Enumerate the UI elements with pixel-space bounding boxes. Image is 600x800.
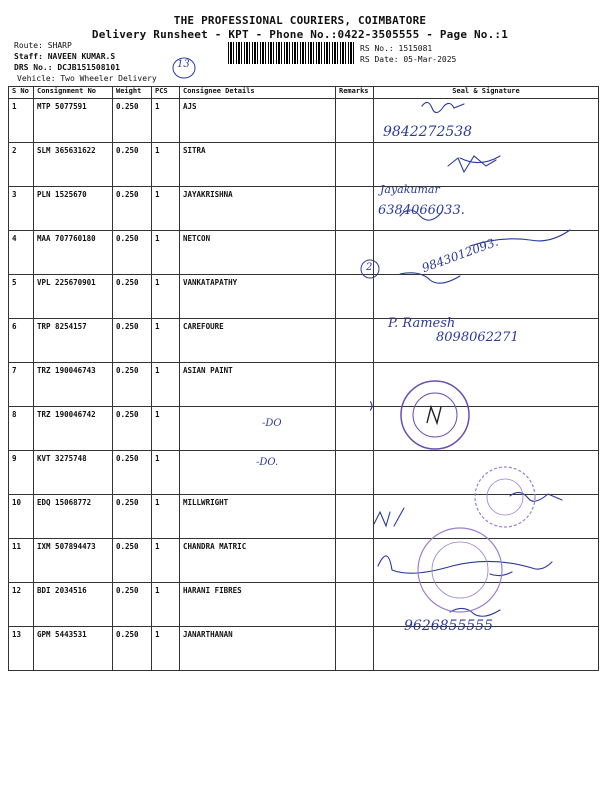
cell-weight: 0.250 <box>113 407 152 451</box>
cell-weight: 0.250 <box>113 187 152 231</box>
cell-consignment: KVT 3275748 <box>34 451 113 495</box>
cell-weight: 0.250 <box>113 539 152 583</box>
cell-sno: 10 <box>9 495 34 539</box>
cell-remarks <box>336 495 374 539</box>
cell-weight: 0.250 <box>113 231 152 275</box>
cell-weight: 0.250 <box>113 583 152 627</box>
cell-sno: 12 <box>9 583 34 627</box>
staff-label: Staff: <box>14 52 43 61</box>
rs-date: RS Date: 05-Mar-2025 <box>360 55 457 64</box>
col-consignee: Consignee Details <box>180 87 336 99</box>
cell-weight: 0.250 <box>113 495 152 539</box>
drs-line <box>14 63 120 72</box>
col-sno: S No <box>9 87 34 99</box>
cell-sno: 6 <box>9 319 34 363</box>
cell-weight: 0.250 <box>113 275 152 319</box>
cell-remarks <box>336 539 374 583</box>
cell-consignee: CAREFOURE <box>180 319 336 363</box>
cell-remarks <box>336 451 374 495</box>
cell-consignment: IXM 507894473 <box>34 539 113 583</box>
drs-number: DCJB151508101 <box>57 63 120 72</box>
cell-sno: 2 <box>9 143 34 187</box>
cell-consignment: BDI 2034516 <box>34 583 113 627</box>
cell-sno: 13 <box>9 627 34 671</box>
cell-sno: 4 <box>9 231 34 275</box>
cell-consignment: TRZ 190046742 <box>34 407 113 451</box>
row8-ditto: -DO <box>262 418 282 429</box>
row1-phone: 9842272538 <box>383 124 473 140</box>
cell-consignee: CHANDRA MATRIC <box>180 539 336 583</box>
cell-remarks <box>336 275 374 319</box>
cell-consignee: VANKATAPATHY <box>180 275 336 319</box>
row5-circle-text: 2 <box>366 262 373 273</box>
company-seal-stamp <box>395 375 475 455</box>
cell-pcs: 1 <box>152 231 180 275</box>
cell-weight: 0.250 <box>113 319 152 363</box>
cell-weight: 0.250 <box>113 627 152 671</box>
cell-weight: 0.250 <box>113 363 152 407</box>
drs-label: DRS No.: <box>14 63 53 72</box>
col-seal-signature: Seal & Signature <box>374 87 599 99</box>
cell-sno: 5 <box>9 275 34 319</box>
cell-consignee: SITRA <box>180 143 336 187</box>
row6-name: P. Ramesh <box>388 316 456 331</box>
cell-consignee: HARANI FIBRES <box>180 583 336 627</box>
cell-sno: 1 <box>9 99 34 143</box>
col-remarks: Remarks <box>336 87 374 99</box>
row9-ditto: -DO. <box>256 457 279 468</box>
cell-remarks <box>336 143 374 187</box>
cell-consignment: TRZ 190046743 <box>34 363 113 407</box>
cell-weight: 0.250 <box>113 99 152 143</box>
vehicle-text: Vehicle: Two Wheeler Delivery <box>17 74 157 83</box>
row5-phone: 9843012093. <box>420 234 501 276</box>
cell-pcs: 1 <box>152 451 180 495</box>
cell-remarks <box>336 627 374 671</box>
cell-weight: 0.250 <box>113 143 152 187</box>
cell-consignee: MILLWRIGHT <box>180 495 336 539</box>
staff-name: NAVEEN KUMAR.S <box>47 52 116 61</box>
runsheet-subtitle: Delivery Runsheet - KPT - Phone No.:0422-3505555 - Page No.:1 <box>91 28 509 41</box>
cell-consignment: PLN 1525670 <box>34 187 113 231</box>
cell-pcs: 1 <box>152 363 180 407</box>
staff-line <box>14 52 115 61</box>
cell-weight: 0.250 <box>113 451 152 495</box>
cell-sno: 8 <box>9 407 34 451</box>
cell-consignment: GPM 5443531 <box>34 627 113 671</box>
row6-phone: 8098062271 <box>436 330 519 345</box>
cell-consignee <box>180 407 336 451</box>
cell-pcs: 1 <box>152 275 180 319</box>
cell-pcs: 1 <box>152 187 180 231</box>
cell-pcs: 1 <box>152 319 180 363</box>
cell-consignee: JAYAKRISHNA <box>180 187 336 231</box>
cell-remarks <box>336 583 374 627</box>
cell-consignment: VPL 225670901 <box>34 275 113 319</box>
cell-remarks <box>336 99 374 143</box>
cell-pcs: 1 <box>152 495 180 539</box>
page-mark-text: 13 <box>177 59 190 70</box>
barcode <box>228 42 354 64</box>
cell-remarks <box>336 363 374 407</box>
col-weight: Weight <box>113 87 152 99</box>
cell-pcs: 1 <box>152 627 180 671</box>
cell-pcs: 1 <box>152 583 180 627</box>
cell-consignee: AJS <box>180 99 336 143</box>
col-consignment: Consignment No <box>34 87 113 99</box>
cell-consignment: MTP 5077591 <box>34 99 113 143</box>
cell-consignee: ASIAN PAINT <box>180 363 336 407</box>
cell-consignee: JANARTHANAN <box>180 627 336 671</box>
cell-pcs: 1 <box>152 143 180 187</box>
row3-name: Jayakumar <box>380 183 440 196</box>
cell-consignment: TRP 8254157 <box>34 319 113 363</box>
cell-sno: 11 <box>9 539 34 583</box>
company-seal-stamp <box>410 520 510 620</box>
cell-sno: 9 <box>9 451 34 495</box>
route-text: Route: SHARP <box>14 41 72 50</box>
cell-remarks <box>336 187 374 231</box>
cell-pcs: 1 <box>152 539 180 583</box>
company-title: THE PROFESSIONAL COURIERS, COIMBATORE <box>173 14 427 27</box>
cell-consignee: NETCON <box>180 231 336 275</box>
row13-phone: 9626855555 <box>404 618 494 634</box>
cell-remarks <box>336 407 374 451</box>
col-pcs: PCS <box>152 87 180 99</box>
cell-consignment: EDQ 15068772 <box>34 495 113 539</box>
cell-sno: 3 <box>9 187 34 231</box>
cell-consignment: MAA 707760180 <box>34 231 113 275</box>
rs-number: RS No.: 1515081 <box>360 44 433 53</box>
cell-remarks <box>336 319 374 363</box>
cell-pcs: 1 <box>152 407 180 451</box>
cell-sno: 7 <box>9 363 34 407</box>
cell-pcs: 1 <box>152 99 180 143</box>
cell-consignment: SLM 365631622 <box>34 143 113 187</box>
row3-phone: 6384066033. <box>378 203 465 218</box>
